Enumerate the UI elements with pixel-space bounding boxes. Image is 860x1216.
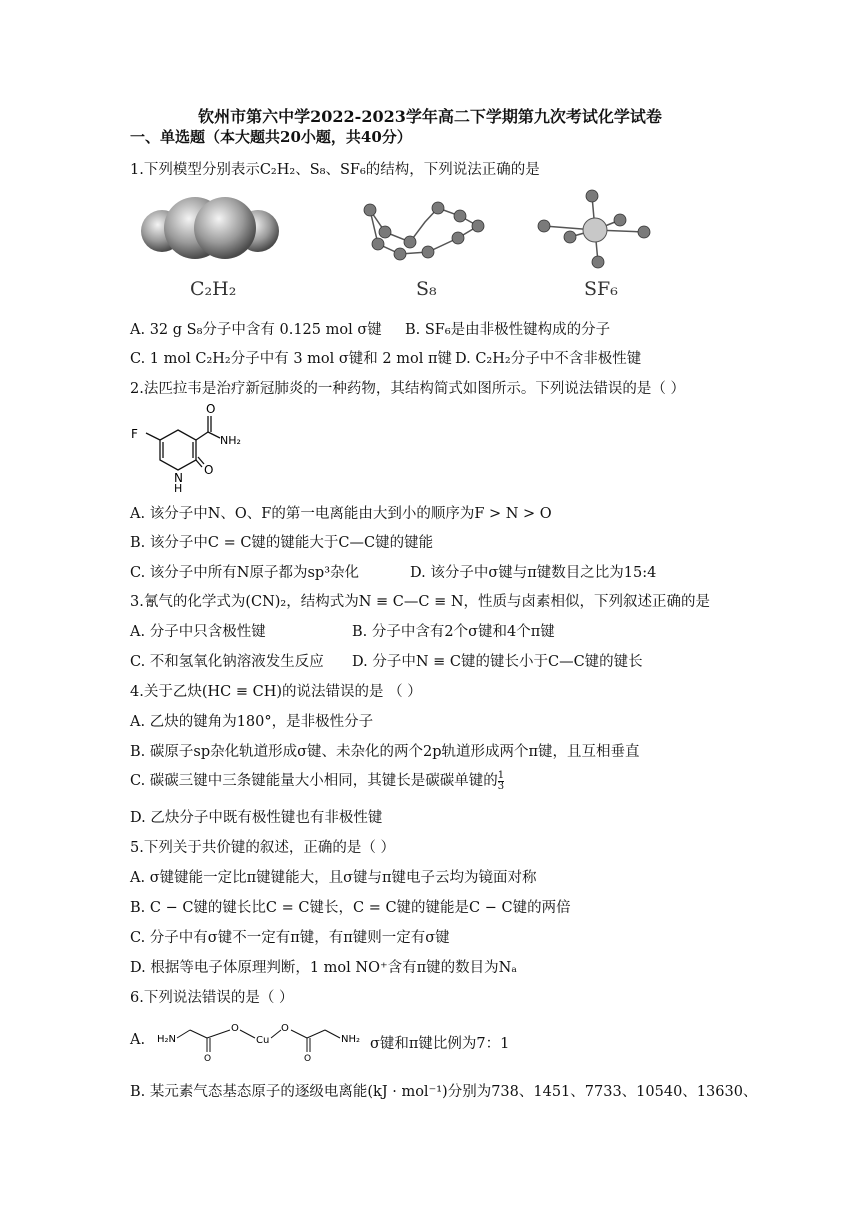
q1-stem: 1.下列模型分别表示C₂H₂、S₈、SF₆的结构，下列说法正确的是 bbox=[130, 162, 540, 178]
q3-stem: 3.氰气的化学式为(CN)₂，结构式为N ≡ C—C ≡ N，性质与卤素相似，下列叙述正确的是 bbox=[130, 594, 711, 610]
q1-option-a: A. 32 g S₈分子中含有 0.125 mol σ键 bbox=[130, 322, 382, 338]
q6-structure-copper-glycinate bbox=[155, 1012, 370, 1062]
q4-option-c-text: C. 碳碳三键中三条键能量大小相同，其键长是碳碳单键的 bbox=[130, 773, 498, 789]
q1-option-b: B. SF₆是由非极性键构成的分子 bbox=[405, 322, 611, 338]
q2-stem: 2.法匹拉韦是治疗新冠肺炎的一种药物，其结构简式如图所示。下列说法错误的是（ ） bbox=[130, 381, 685, 397]
q2-atom-n: N bbox=[174, 471, 183, 485]
q1-figure-s8 bbox=[350, 196, 500, 266]
q5-option-d: D. 根据等电子体原理判断，1 mol NO⁺含有π键的数目为Nₐ bbox=[130, 960, 517, 976]
q3-option-a: A. 分子中只含极性键 bbox=[130, 624, 266, 640]
q6-stem: 6.下列说法错误的是（ ） bbox=[130, 990, 294, 1006]
q1-option-d: D. C₂H₂分子中不含非极性键 bbox=[455, 351, 642, 367]
page-title: 钦州市第六中学2022-2023学年高二下学期第九次考试化学试卷 bbox=[198, 107, 662, 126]
q6-atom-o-carbonyl-right: O bbox=[304, 1054, 312, 1064]
q1-label-sf6: SF₆ bbox=[584, 278, 618, 300]
q2-atom-f: F bbox=[131, 427, 138, 441]
q3-option-d: D. 分子中N ≡ C键的键长小于C—C键的键长 bbox=[352, 654, 643, 670]
q6-atom-o-right: O bbox=[281, 1023, 289, 1034]
q2-option-a: A. 该分子中N、O、F的第一电离能由大到小的顺序为F > N > O bbox=[130, 506, 552, 522]
q4-option-a: A. 乙炔的键角为180°，是非极性分子 bbox=[130, 714, 374, 730]
q1-label-c2h2: C₂H₂ bbox=[190, 278, 237, 300]
q3-option-b: B. 分子中含有2个σ键和4个π键 bbox=[352, 624, 555, 640]
q4-fraction-denominator: 3 bbox=[497, 780, 505, 792]
q1-option-c: C. 1 mol C₂H₂分子中有 3 mol σ键和 2 mol π键 bbox=[130, 351, 452, 367]
q1-figure-c2h2 bbox=[140, 193, 280, 263]
q2-option-b: B. 该分子中C = C键的键能大于C—C键的键能 bbox=[130, 535, 434, 551]
q4-option-c bbox=[130, 769, 504, 792]
q6-atom-o-left: O bbox=[231, 1023, 239, 1034]
q6-atom-nh2: NH₂ bbox=[341, 1034, 361, 1045]
q5-stem: 5.下列关于共价键的叙述，正确的是（ ） bbox=[130, 840, 395, 856]
q2-atom-h: H bbox=[174, 482, 183, 495]
q2-option-d: D. 该分子中σ键与π键数目之比为15:4 bbox=[410, 565, 657, 581]
q1-figure-sf6 bbox=[530, 190, 660, 275]
q4-option-d: D. 乙炔分子中既有极性键也有非极性键 bbox=[130, 810, 383, 826]
q6-option-b: B. 某元素气态基态原子的逐级电离能(kJ · mol⁻¹)分别为738、1451、7733、10540、13630、 bbox=[130, 1084, 758, 1100]
q4-option-b: B. 碳原子sp杂化轨道形成σ键、未杂化的两个2p轨道形成两个π键，且互相垂直 bbox=[130, 744, 640, 760]
q6-option-a-text: σ键和π键比例为7：1 bbox=[370, 1036, 510, 1052]
q2-atom-nh2: NH₂ bbox=[220, 434, 241, 447]
q2-atom-o1: O bbox=[206, 402, 216, 416]
q2-atom-o2: O bbox=[204, 463, 214, 477]
q5-option-a: A. σ键键能一定比π键键能大，且σ键与π键电子云均为镜面对称 bbox=[130, 870, 537, 886]
q6-atom-h2n: H₂N bbox=[157, 1034, 177, 1045]
q2-structure-favipiravir bbox=[128, 400, 241, 495]
q6-atom-o-carbonyl-left: O bbox=[204, 1054, 212, 1064]
q4-stem: 4.关于乙炔(HC ≡ CH)的说法错误的是 （ ） bbox=[130, 684, 422, 700]
q6-atom-cu: Cu bbox=[256, 1035, 270, 1046]
q5-option-c: C. 分子中有σ键不一定有π键，有π键则一定有σ键 bbox=[130, 930, 450, 946]
q4-fraction bbox=[498, 771, 504, 792]
q3-option-c: C. 不和氢氧化钠溶液发生反应 bbox=[130, 654, 324, 670]
q2-option-c: C. 该分子中所有N原子都为sp³杂化 bbox=[130, 565, 360, 581]
q6-option-a-label: A. bbox=[130, 1032, 146, 1048]
q4-fraction-numerator: 1 bbox=[497, 769, 505, 781]
q5-option-b: B. C − C键的键长比C = C键长，C = C键的键能是C − C键的两倍 bbox=[130, 900, 571, 916]
q1-label-s8: S₈ bbox=[416, 278, 437, 300]
section-heading: 一、单选题（本大题共20小题，共40分） bbox=[130, 128, 412, 146]
